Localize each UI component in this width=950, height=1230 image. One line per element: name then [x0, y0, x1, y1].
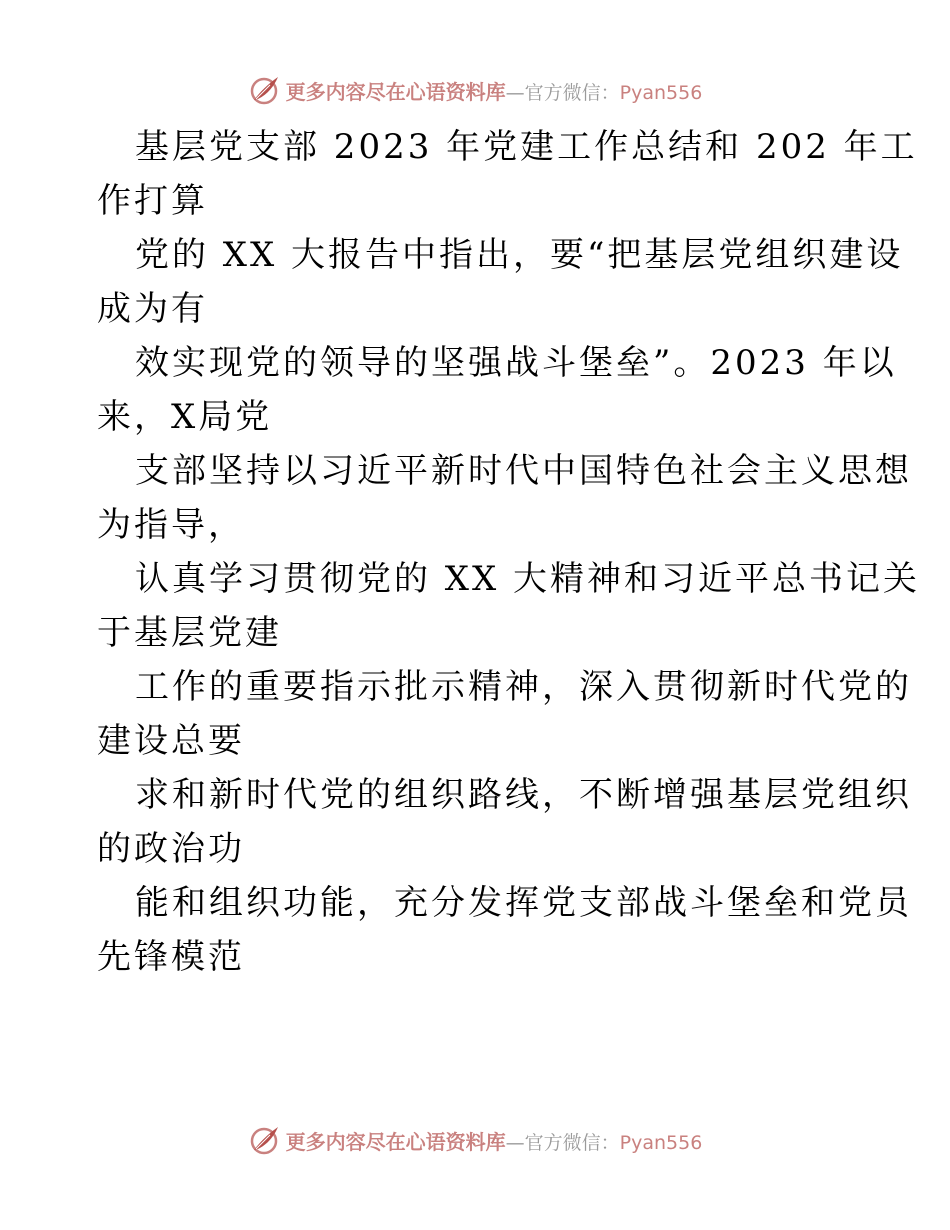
document-body	[97, 120, 921, 984]
document-line: 作打算	[97, 181, 208, 221]
feather-pen-icon	[248, 1124, 280, 1156]
header-banner	[0, 70, 950, 110]
feather-pen-icon	[248, 74, 280, 106]
document-line: 效实现党的领导的坚强战斗堡垒”。2023 年以	[135, 343, 897, 383]
document-line: 为指导，	[97, 505, 245, 545]
banner-text	[286, 1126, 703, 1155]
document-line: 求和新时代党的组织路线，不断增强基层党组织	[135, 775, 912, 815]
footer-banner	[0, 1120, 950, 1160]
banner-text	[286, 76, 703, 105]
banner-contact-label: 官方微信：	[524, 81, 620, 104]
banner-wechat-id: Pyan556	[619, 81, 703, 104]
banner-brand: 更多内容尽在心语资料库	[285, 79, 506, 104]
document-line: 于基层党建	[97, 613, 282, 653]
banner-separator: —	[505, 81, 525, 104]
document-line: 建设总要	[97, 721, 245, 761]
document-line: 能和组织功能，充分发挥党支部战斗堡垒和党员	[135, 883, 912, 923]
document-line: 成为有	[97, 289, 208, 329]
banner-separator: —	[505, 1131, 525, 1154]
document-line: 工作的重要指示批示精神，深入贯彻新时代党的	[135, 667, 912, 707]
document-line: 认真学习贯彻党的 XX 大精神和习近平总书记关	[135, 559, 921, 599]
banner-contact-label: 官方微信：	[524, 1131, 620, 1154]
banner-brand: 更多内容尽在心语资料库	[285, 1129, 506, 1154]
document-line: 先锋模范	[97, 937, 245, 977]
document-line: 来，X局党	[97, 397, 273, 437]
document-line: 支部坚持以习近平新时代中国特色社会主义思想	[135, 451, 912, 491]
document-line: 基层党支部 2023 年党建工作总结和 202 年工	[135, 127, 918, 167]
document-line: 党的 XX 大报告中指出，要“把基层党组织建设	[135, 235, 904, 275]
document-line: 的政治功	[97, 829, 245, 869]
banner-wechat-id: Pyan556	[619, 1131, 703, 1154]
